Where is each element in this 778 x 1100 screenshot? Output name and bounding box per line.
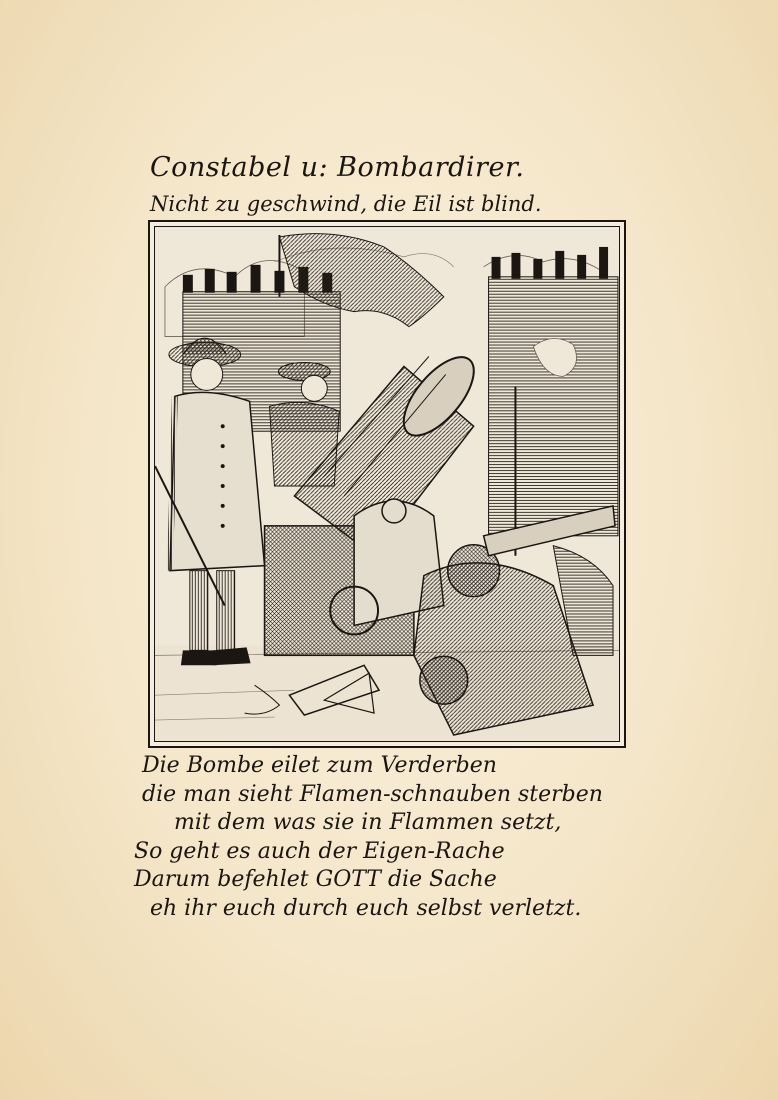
motto: Nicht zu geschwind, die Eil ist blind.	[150, 192, 542, 216]
engraving-plate	[148, 220, 626, 748]
engraving-frame	[154, 226, 620, 742]
verse-block	[128, 752, 648, 923]
page-title: Constabel u: Bombardirer.	[150, 152, 525, 183]
verse-line: eh ihr euch durch euch selbst verletzt.	[150, 895, 582, 921]
right-tower	[489, 247, 618, 536]
verse-line: mit dem was sie in Flammen setzt,	[174, 810, 562, 835]
verse-line: die man sieht Flamen-schnauben sterben	[142, 781, 603, 807]
engraving-illustration	[155, 227, 619, 741]
verse-line: Die Bombe eilet zum Verderben	[142, 753, 497, 778]
verse-line: So geht es auch der Eigen-Rache	[134, 838, 505, 864]
verse-line: Darum befehlet GOTT die Sache	[134, 867, 497, 892]
